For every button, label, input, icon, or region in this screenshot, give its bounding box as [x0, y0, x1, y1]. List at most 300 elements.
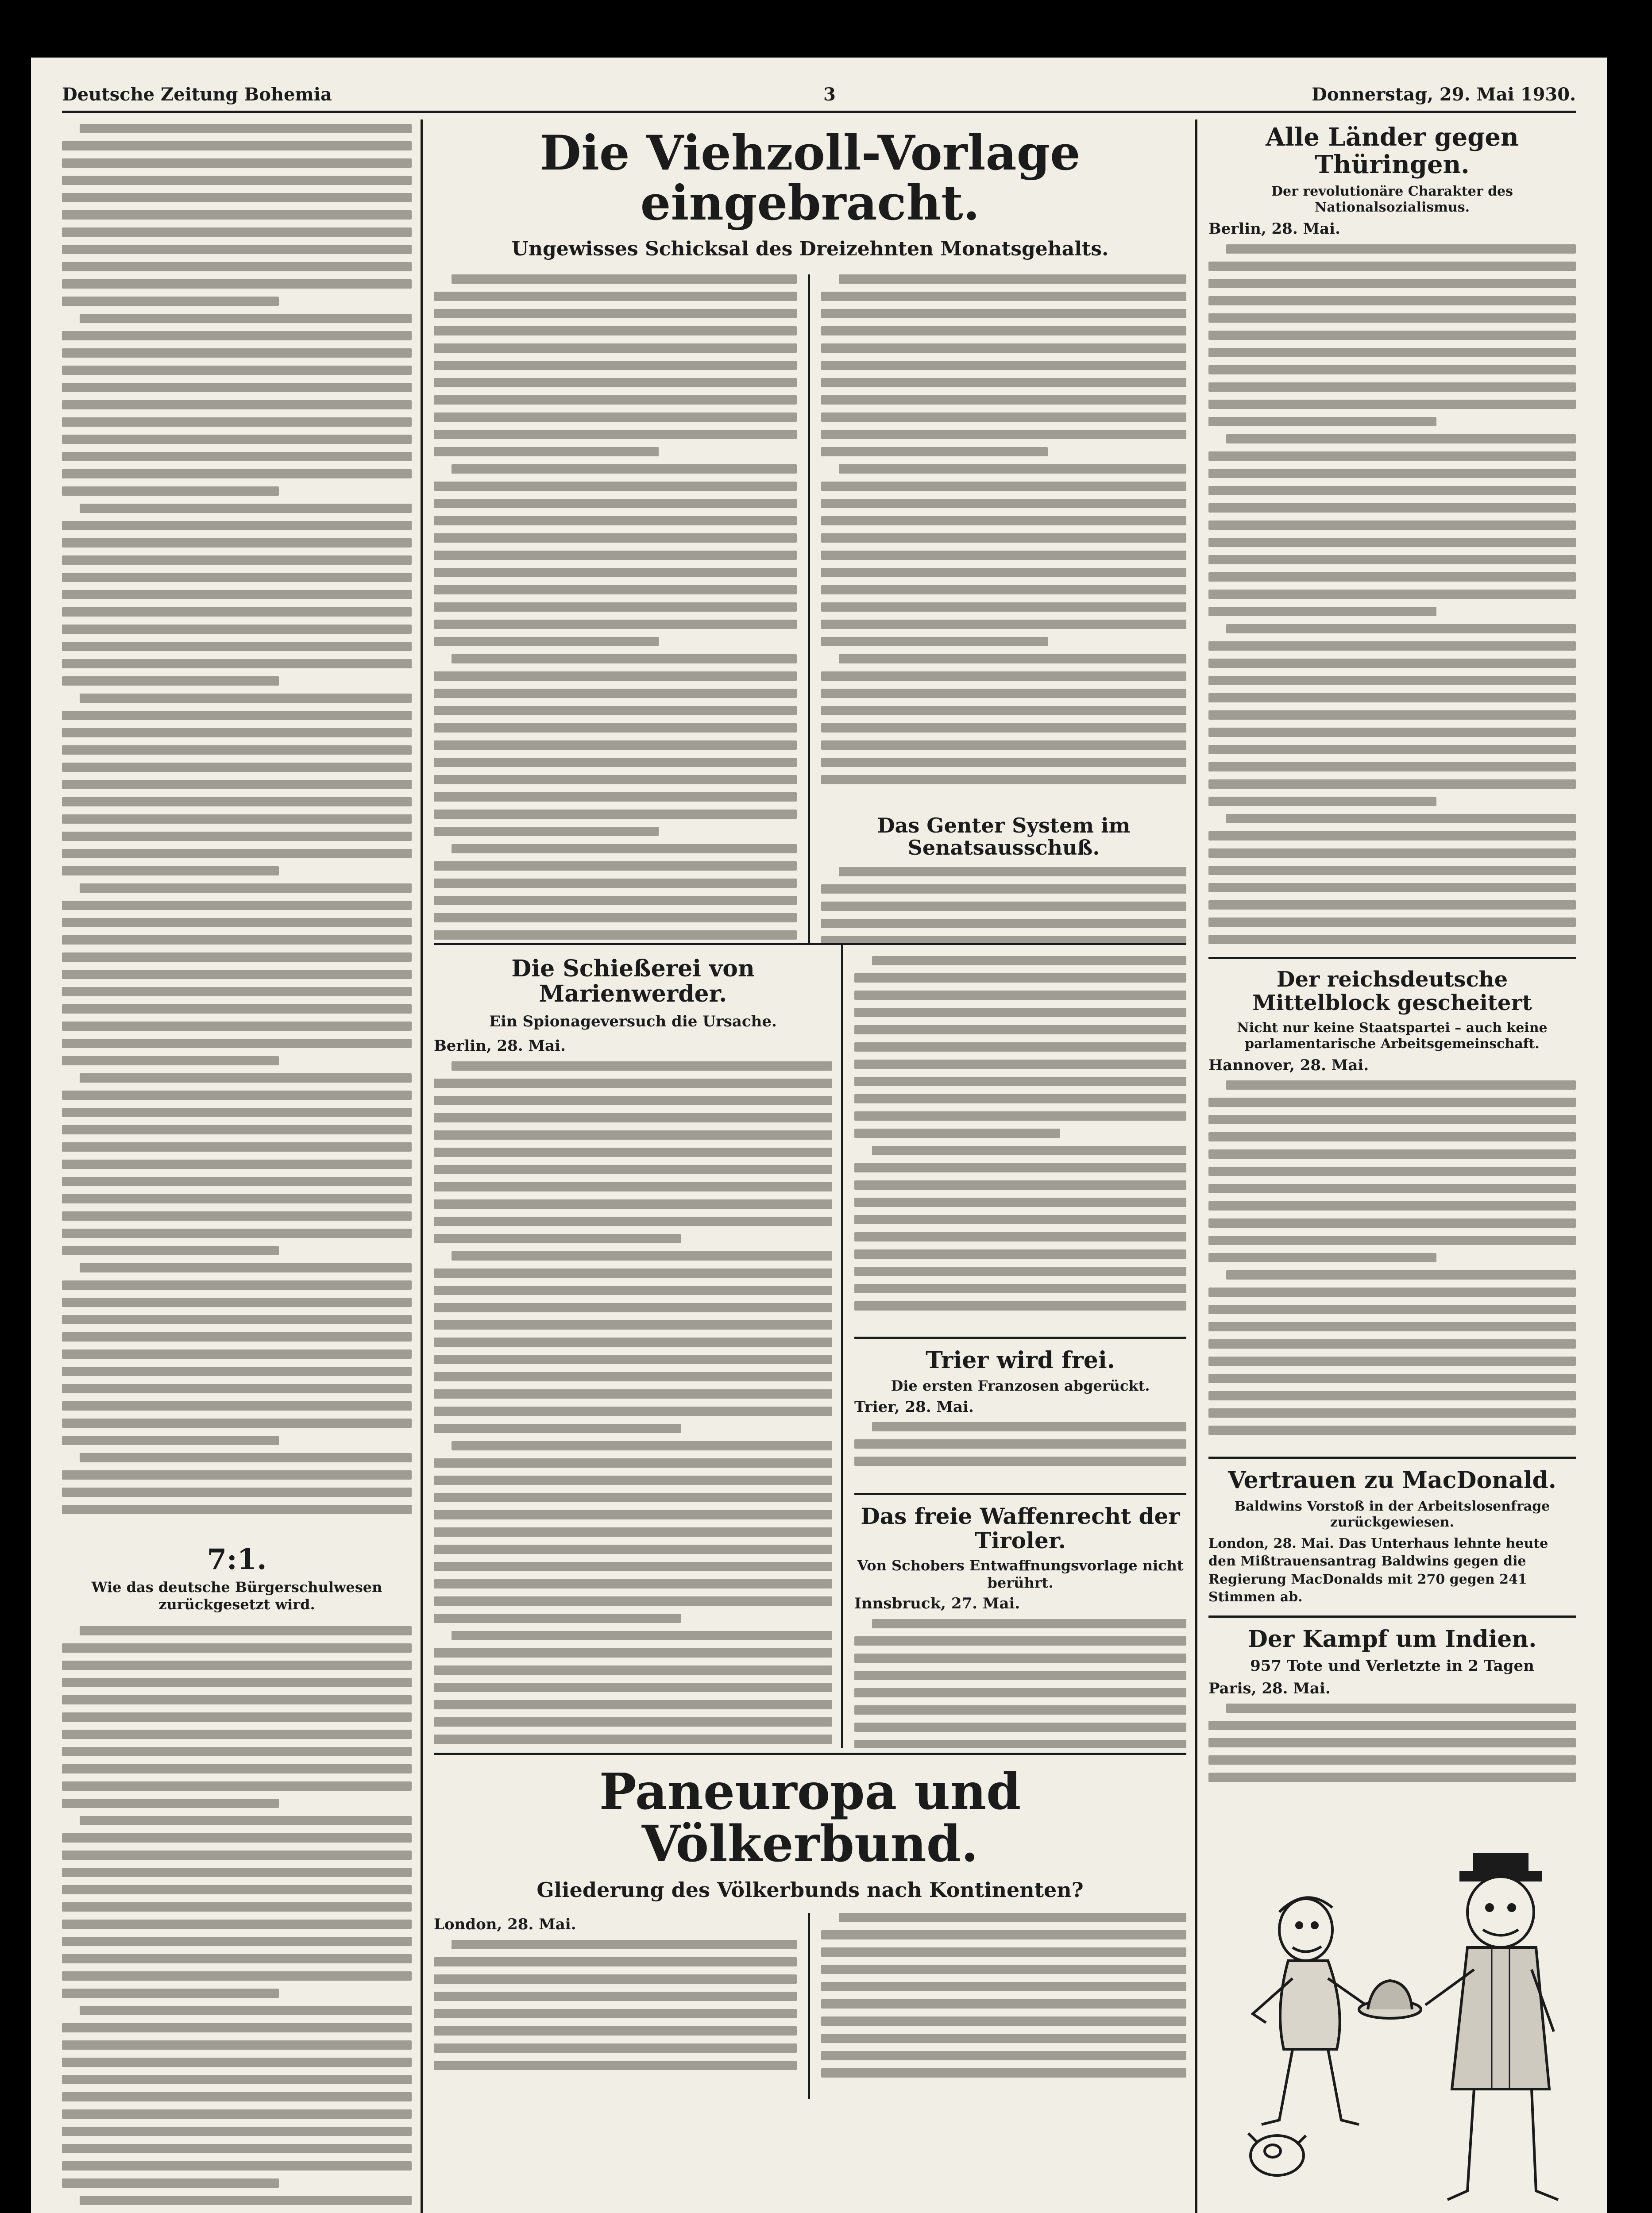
text-line	[434, 1338, 832, 1347]
text-line	[434, 1614, 681, 1623]
text-line	[1208, 400, 1576, 409]
text-line	[1208, 918, 1576, 927]
text-line	[434, 1717, 832, 1727]
text-line	[872, 1422, 1186, 1431]
text-line	[62, 1661, 412, 1670]
text-line	[62, 832, 412, 841]
text-line	[1208, 486, 1576, 495]
text-line	[62, 331, 412, 340]
text-line	[1208, 348, 1576, 357]
column-rule-right	[1195, 120, 1197, 2213]
text-line	[854, 1723, 1186, 1732]
column-rule-left	[421, 120, 423, 2213]
divider	[1208, 1615, 1576, 1618]
text-line	[1208, 1738, 1576, 1747]
text-line	[854, 1232, 1186, 1241]
text-line	[62, 1488, 412, 1497]
text-line	[872, 1619, 1186, 1628]
mittelblock-dateline: Hannover, 28. Mai.	[1208, 1056, 1369, 1074]
text-line	[62, 1868, 412, 1877]
text-line	[821, 1947, 1186, 1957]
text-line	[434, 1735, 832, 1744]
text-line	[854, 1042, 1186, 1052]
text-line	[62, 1298, 412, 1307]
text-line	[62, 1142, 412, 1152]
text-line	[452, 844, 797, 853]
text-line	[1208, 1357, 1576, 1366]
text-line	[1208, 1098, 1576, 1107]
text-line	[854, 973, 1186, 983]
text-line	[821, 499, 1186, 508]
text-line	[854, 1654, 1186, 1663]
text-line	[62, 538, 412, 547]
text-line	[1208, 935, 1576, 944]
article-text	[821, 1913, 1186, 2090]
text-line	[854, 1267, 1186, 1276]
text-line	[434, 930, 797, 940]
text-line	[821, 1965, 1186, 1974]
text-line	[62, 158, 412, 168]
text-line	[62, 1211, 412, 1221]
macdonald-headline: Vertrauen zu MacDonald.	[1228, 1467, 1556, 1494]
article-text	[434, 274, 797, 943]
text-line	[62, 141, 412, 150]
text-line	[62, 676, 279, 686]
text-line	[62, 1315, 412, 1324]
text-line	[434, 292, 797, 301]
text-line	[434, 361, 797, 370]
left-column	[62, 124, 412, 2213]
inner-column-rule	[808, 274, 810, 943]
text-line	[62, 245, 412, 254]
text-line	[1208, 676, 1576, 685]
text-line	[821, 1999, 1186, 2009]
text-line	[434, 2061, 797, 2070]
article-text	[821, 867, 1186, 943]
text-line	[80, 124, 412, 133]
text-line	[62, 1108, 412, 1117]
text-line	[854, 1688, 1186, 1697]
text-line	[821, 395, 1186, 405]
text-line	[62, 642, 412, 651]
mittelblock-subheadline: Nicht nur keine Staatspartei – auch keine parlamentarische Arbeitsgemeinschaft.	[1237, 1020, 1548, 1052]
text-line	[62, 1937, 412, 1946]
center-right-column	[854, 956, 1186, 1748]
text-line	[821, 775, 1186, 784]
text-line	[854, 1439, 1186, 1449]
text-line	[452, 1441, 832, 1450]
text-line	[434, 343, 797, 353]
text-line	[1226, 434, 1576, 443]
divider	[434, 943, 1186, 945]
text-line	[62, 1160, 412, 1169]
score-heading: 7:1.	[207, 1543, 267, 1576]
text-line	[62, 2023, 412, 2032]
text-line	[821, 936, 1186, 943]
text-line	[62, 814, 412, 824]
paper-name: Deutsche Zeitung Bohemia	[62, 84, 332, 105]
text-line	[1208, 572, 1576, 582]
text-line	[821, 533, 1186, 543]
text-line	[434, 1286, 832, 1295]
text-line	[1208, 1201, 1576, 1211]
text-line	[434, 1079, 832, 1088]
text-line	[62, 2161, 412, 2171]
text-line	[821, 585, 1186, 594]
paneuropa-headline: Paneuropa und Völkerbund.	[599, 1766, 1021, 1873]
text-line	[434, 620, 797, 629]
text-line	[854, 1740, 1186, 1748]
text-line	[434, 1545, 832, 1554]
text-line	[854, 1008, 1186, 1017]
text-line	[1208, 365, 1576, 374]
text-line	[452, 464, 797, 474]
text-line	[434, 2026, 797, 2036]
text-line	[62, 193, 412, 202]
text-line	[62, 1004, 412, 1014]
text-line	[62, 1851, 412, 1860]
text-line	[62, 1470, 412, 1480]
right-column	[1208, 124, 1576, 1788]
text-line	[821, 884, 1186, 894]
text-line	[452, 274, 797, 284]
text-line	[854, 1284, 1186, 1293]
text-line	[62, 1436, 279, 1445]
text-line	[434, 395, 797, 405]
text-line	[434, 792, 797, 802]
text-line	[821, 482, 1186, 491]
text-line	[1208, 1391, 1576, 1400]
text-line	[62, 728, 412, 737]
text-line	[1226, 814, 1576, 823]
text-line	[80, 1453, 412, 1462]
text-line	[62, 1833, 412, 1843]
text-line	[821, 1930, 1186, 1939]
text-line	[434, 896, 797, 905]
text-line	[1208, 728, 1576, 737]
newspaper-page	[31, 58, 1607, 2213]
macdonald-subheadline: Baldwins Vorstoß in der Arbeitslosenfrage zurückgewiesen.	[1234, 1498, 1550, 1530]
text-line	[821, 2051, 1186, 2060]
text-line	[62, 1039, 412, 1048]
text-line	[62, 1401, 412, 1411]
text-line	[1226, 1704, 1576, 1713]
text-line	[1208, 1132, 1576, 1141]
text-line	[1208, 590, 1576, 599]
text-line	[821, 516, 1186, 525]
text-line	[1208, 1149, 1576, 1159]
text-line	[434, 706, 797, 715]
text-line	[1208, 262, 1576, 271]
trier-subheadline: Die ersten Franzosen abgerückt.	[891, 1377, 1150, 1395]
article-text	[434, 1940, 797, 2086]
text-line	[1208, 1773, 1576, 1782]
text-line	[1208, 520, 1576, 530]
text-line	[62, 711, 412, 720]
text-line	[62, 1384, 412, 1393]
text-line	[452, 1631, 832, 1640]
text-line	[434, 1199, 832, 1209]
senate-headline: Das Genter System im Senatsausschuß.	[877, 813, 1131, 860]
text-line	[821, 447, 1048, 456]
text-line	[80, 1073, 412, 1083]
text-line	[854, 1180, 1186, 1190]
text-line	[62, 1194, 412, 1203]
text-line	[62, 1367, 412, 1376]
text-line	[80, 504, 412, 513]
text-line	[62, 1954, 412, 1963]
text-line	[62, 2178, 279, 2188]
text-line	[62, 1091, 412, 1100]
text-line	[62, 625, 412, 634]
text-line	[434, 1458, 832, 1468]
text-line	[434, 1148, 832, 1157]
text-line	[62, 279, 412, 289]
text-line	[62, 573, 412, 582]
text-line	[434, 1992, 797, 2001]
text-line	[62, 1781, 412, 1791]
text-line	[62, 1643, 412, 1653]
text-line	[62, 1246, 279, 1255]
text-line	[62, 866, 279, 875]
text-line	[434, 551, 797, 560]
text-line	[821, 723, 1186, 733]
text-line	[821, 378, 1186, 387]
viehzoll-headline: Die Viehzoll-Vorlage eingebracht.	[540, 125, 1081, 231]
thueringen-dateline: Berlin, 28. Mai.	[1208, 220, 1340, 238]
text-line	[62, 227, 412, 237]
text-line	[452, 1061, 832, 1071]
article-text	[434, 1061, 832, 1748]
text-line	[62, 797, 412, 806]
text-line	[434, 602, 797, 612]
text-line	[1208, 1408, 1576, 1418]
text-line	[434, 861, 797, 871]
text-line	[434, 671, 797, 681]
text-line	[1208, 331, 1576, 340]
text-line	[1208, 1288, 1576, 1297]
text-line	[62, 1332, 412, 1342]
article-text	[821, 274, 1186, 806]
text-line	[1208, 417, 1436, 426]
text-line	[434, 326, 797, 335]
text-line	[62, 1280, 412, 1290]
text-line	[62, 366, 412, 375]
marienwerder-subheadline: Ein Spionageversuch die Ursache.	[489, 1013, 777, 1031]
text-line	[854, 1111, 1186, 1121]
paneuropa-subheadline: Gliederung des Völkerbunds nach Kontinenten?	[537, 1878, 1084, 1902]
text-line	[434, 1648, 832, 1658]
viehzoll-subheadline: Ungewisses Schicksal des Dreizehnten Monatsgehalts.	[511, 237, 1109, 260]
text-line	[434, 309, 797, 318]
text-line	[434, 1579, 832, 1588]
text-line	[62, 2075, 412, 2084]
text-line	[1208, 745, 1576, 754]
text-line	[1208, 469, 1576, 478]
text-line	[434, 775, 797, 784]
divider	[854, 1493, 1186, 1495]
article-text	[1208, 1080, 1576, 1452]
article-text	[1208, 244, 1576, 952]
text-line	[821, 413, 1186, 422]
text-line	[62, 297, 279, 306]
text-line	[1208, 1167, 1576, 1176]
text-line	[1208, 797, 1436, 806]
text-line	[62, 1902, 412, 1912]
trier-dateline: Trier, 28. Mai.	[854, 1398, 974, 1416]
text-line	[1208, 555, 1576, 564]
text-line	[854, 1215, 1186, 1224]
text-line	[62, 210, 412, 220]
text-line	[62, 1989, 279, 1998]
text-line	[434, 1113, 832, 1122]
text-line	[62, 780, 412, 789]
text-line	[1208, 1426, 1576, 1435]
divider	[434, 1753, 1186, 1755]
page-number: 3	[823, 84, 836, 105]
text-line	[839, 867, 1186, 876]
text-line	[434, 1303, 832, 1312]
text-line	[1208, 1374, 1576, 1383]
text-line	[434, 1596, 832, 1606]
text-line	[62, 348, 412, 358]
marienwerder-dateline: Berlin, 28. Mai.	[434, 1037, 566, 1055]
text-line	[62, 1695, 412, 1704]
text-line	[62, 452, 412, 461]
text-line	[62, 1125, 412, 1134]
text-line	[854, 1077, 1186, 1086]
text-line	[434, 1217, 832, 1226]
masthead	[62, 84, 1576, 113]
text-line	[62, 1177, 412, 1186]
text-line	[1208, 1305, 1576, 1314]
text-line	[62, 2127, 412, 2136]
text-line	[434, 378, 797, 387]
text-line	[821, 758, 1186, 767]
cartoon-drawing	[1226, 1801, 1580, 2213]
tirol-dateline: Innsbruck, 27. Mai.	[854, 1595, 1020, 1613]
text-line	[62, 1678, 412, 1687]
text-line	[62, 987, 412, 996]
text-line	[62, 1419, 412, 1428]
text-line	[854, 1705, 1186, 1715]
divider	[1208, 1457, 1576, 1459]
text-line	[821, 2068, 1186, 2078]
text-line	[854, 1671, 1186, 1680]
text-line	[434, 1182, 832, 1191]
text-line	[821, 551, 1186, 560]
issue-date: Donnerstag, 29. Mai 1930.	[1312, 84, 1576, 105]
text-line	[1208, 762, 1576, 771]
text-line	[1208, 1218, 1576, 1228]
text-line	[839, 654, 1186, 663]
text-line	[1208, 296, 1576, 305]
column-rule-center	[841, 943, 843, 1748]
text-line	[854, 1163, 1186, 1172]
text-line	[434, 1320, 832, 1330]
text-line	[62, 435, 412, 444]
text-line	[434, 1355, 832, 1364]
paneuropa-article	[434, 1766, 1186, 2213]
text-line	[821, 430, 1186, 439]
article-text	[62, 124, 412, 1531]
text-line	[434, 1407, 832, 1416]
text-line	[62, 486, 279, 496]
text-line	[62, 935, 412, 945]
text-line	[821, 740, 1186, 750]
text-line	[1208, 538, 1576, 547]
article-text	[1208, 1704, 1576, 1788]
text-line	[434, 1493, 832, 1502]
text-line	[434, 1666, 832, 1675]
text-line	[434, 1957, 797, 1966]
text-line	[434, 2043, 797, 2053]
text-line	[80, 694, 412, 703]
text-line	[434, 879, 797, 888]
text-line	[434, 585, 797, 594]
text-line	[62, 2109, 412, 2119]
text-line	[62, 383, 412, 392]
marienwerder-headline: Die Schießerei von Marienwerder.	[511, 956, 755, 1008]
text-line	[62, 849, 412, 858]
divider	[854, 1337, 1186, 1339]
text-line	[1208, 382, 1576, 392]
article-text	[854, 1619, 1186, 1748]
text-line	[854, 1060, 1186, 1069]
article-text	[854, 1422, 1186, 1488]
text-line	[434, 499, 797, 508]
text-line	[821, 620, 1186, 629]
text-line	[821, 706, 1186, 715]
text-line	[62, 176, 412, 185]
text-line	[854, 1636, 1186, 1646]
text-line	[434, 913, 797, 922]
text-line	[62, 400, 412, 409]
tirol-subheadline: Von Schobers Entwaffnungsvorlage nicht berührt.	[857, 1557, 1184, 1591]
article-text	[854, 956, 1186, 1332]
inner-column-rule	[808, 1913, 810, 2099]
text-line	[434, 740, 797, 750]
text-line	[62, 2144, 412, 2153]
text-line	[854, 1198, 1186, 1207]
text-line	[854, 1249, 1186, 1259]
text-line	[62, 1056, 279, 1065]
text-line	[1208, 1755, 1576, 1765]
text-line	[434, 810, 797, 819]
text-line	[434, 1424, 681, 1433]
text-line	[839, 464, 1186, 474]
text-line	[1208, 1115, 1576, 1124]
text-line	[1208, 900, 1576, 910]
text-line	[434, 1234, 681, 1243]
text-line	[434, 1268, 832, 1278]
text-line	[1226, 624, 1576, 633]
text-line	[434, 413, 797, 422]
text-line	[1208, 866, 1576, 875]
text-line	[80, 1263, 412, 1272]
text-line	[821, 902, 1186, 911]
text-line	[80, 883, 412, 893]
text-line	[821, 2034, 1186, 2043]
text-line	[62, 2040, 412, 2050]
trier-headline: Trier wird frei.	[926, 1347, 1115, 1374]
indien-headline: Der Kampf um Indien.	[1247, 1625, 1537, 1653]
text-line	[434, 1165, 832, 1174]
text-line	[821, 689, 1186, 698]
thueringen-subheadline: Der revolutionäre Charakter des Nationalsozialismus.	[1271, 184, 1513, 216]
text-line	[821, 361, 1186, 370]
text-line	[62, 521, 412, 530]
